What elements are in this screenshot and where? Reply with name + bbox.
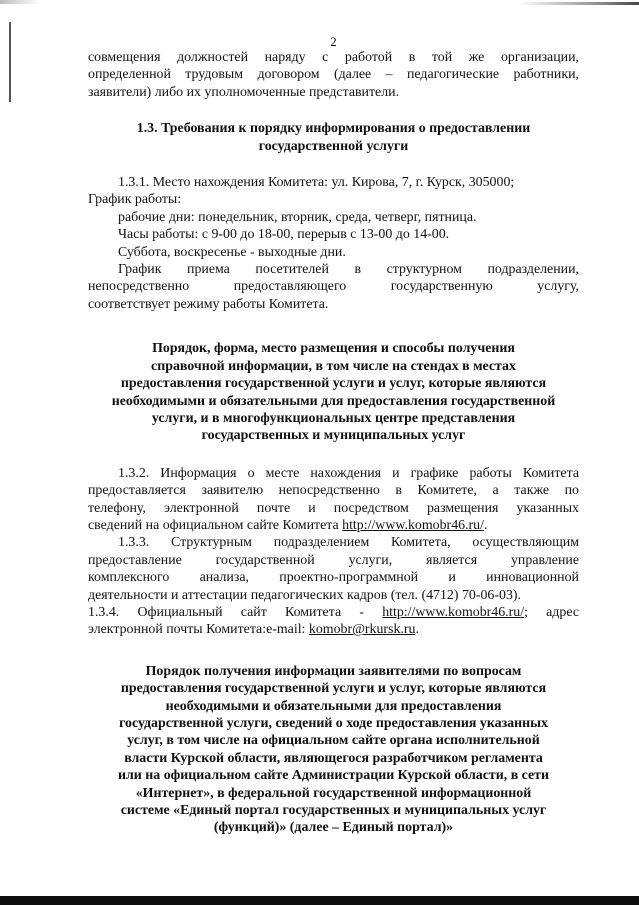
section-heading-reference-info xyxy=(88,340,579,444)
text-line: деятельности и аттестации педагогических кадров (тел. (4712) 70-06-03). xyxy=(88,587,521,603)
scan-artifact-bottom-bar xyxy=(0,896,639,905)
heading-line: услуг, в том числе на официальном сайте органа исполнительной xyxy=(127,733,540,749)
text-line: совмещения должностей наряду с работой в той же организации, xyxy=(88,50,579,65)
paragraph-1-3-3 xyxy=(88,534,579,604)
heading-line: Порядок, форма, место размещения и способы получения xyxy=(152,341,515,357)
heading-line: необходимыми и обязательными для предоставления xyxy=(165,698,502,714)
committee-website-link[interactable]: http://www.komobr46.ru/ xyxy=(342,517,484,533)
scan-artifact-left-mark xyxy=(9,22,11,102)
text-line: заявители) либо их уполномоченные представители. xyxy=(88,84,400,100)
heading-line: (функций)» (далее – Единый портал)» xyxy=(213,820,454,836)
text-line: предоставляется заявителю непосредственно в Комитете, а также по xyxy=(88,483,579,499)
text-line: предоставление государственной услуги, является управление xyxy=(88,552,579,568)
email-link[interactable]: komobr@rkursk.ru xyxy=(308,622,416,638)
heading-line: или на официальном сайте Администрации Курской области, в сети xyxy=(118,768,549,784)
section-heading-information-procedure xyxy=(88,663,579,837)
intro-paragraph xyxy=(88,49,579,101)
text-fragment: . xyxy=(483,517,488,533)
heading-line: власти Курской области, являющегося разработчиком регламента xyxy=(124,750,543,766)
text-line: 1.3.3. Структурным подразделением Комитета, осуществляющим xyxy=(118,535,579,551)
text-line: 1.3.1. Место нахождения Комитета: ул. Кирова, 7, г. Курск, 305000; xyxy=(118,175,515,191)
text-line: телефону, электронной почте и посредством размещения указанных xyxy=(88,500,579,516)
paragraph-1-3-1 xyxy=(88,174,579,313)
scan-artifact-top-left xyxy=(0,0,40,4)
text-line: 1.3.2. Информация о месте нахождения и графике работы Комитета xyxy=(118,465,579,481)
heading-line: «Интернет», в федеральной государственной информационной xyxy=(135,785,532,801)
text-fragment: сведений на официальном сайте Комитета xyxy=(88,517,343,533)
heading-line: государственной услуги xyxy=(258,138,409,154)
text-fragment: ; адрес xyxy=(524,604,579,620)
text-fragment: . xyxy=(415,622,419,638)
section-heading-1-3 xyxy=(88,120,579,155)
heading-line: предоставления государственной услуги и услуг, которые являются xyxy=(120,681,547,697)
text-line: соответствует режиму работы Комитета. xyxy=(88,296,329,312)
text-line xyxy=(88,604,579,621)
text-fragment: электронной почты Комитета:e-mail: xyxy=(88,622,309,638)
text-line: рабочие дни: понедельник, вторник, среда, четверг, пятница. xyxy=(118,209,477,225)
page-number: 2 xyxy=(330,34,337,49)
text-fragment: 1.3.4. Официальный сайт Комитета - xyxy=(88,604,383,620)
paragraph-1-3-4 xyxy=(88,604,579,639)
heading-line: государственной услуги, сведений о ходе предоставления указанных xyxy=(119,716,548,731)
heading-line: предоставления государственной услуги и услуг, которые являются xyxy=(120,376,547,392)
text-line xyxy=(88,621,579,638)
text-line: График приема посетителей в структурном подразделении, xyxy=(118,262,579,278)
paragraph-1-3-2 xyxy=(88,465,579,535)
heading-line: Порядок получения информации заявителями по вопросам xyxy=(145,663,522,679)
heading-line: государственных и муниципальных услуг xyxy=(201,428,466,444)
text-line: График работы: xyxy=(88,192,182,208)
heading-line: справочной информации, в том числе на стендах в местах xyxy=(151,358,516,374)
text-line: комплексного анализа, проектно-программной и инновационной xyxy=(88,570,579,586)
scan-artifact-top-right xyxy=(519,2,639,5)
text-line: определенной трудовым договором (далее – педагогические работники, xyxy=(88,67,579,83)
heading-line: 1.3. Требования к порядку информирования о предоставлении xyxy=(136,121,531,137)
text-line: Суббота, воскресенье - выходные дни. xyxy=(118,244,346,260)
heading-line: системе «Единый портал государственных и муниципальных услуг xyxy=(120,803,547,819)
document-page xyxy=(88,34,579,837)
text-line: непосредственно предоставляющего государственную услугу, xyxy=(88,279,579,295)
heading-line: услуги, и в многофункциональных центре представления xyxy=(151,410,516,426)
text-line: Часы работы: с 9-00 до 18-00, перерыв с 13-00 до 14-00. xyxy=(118,227,450,243)
text-line xyxy=(88,517,579,534)
heading-line: необходимыми и обязательными для предоставления государственной xyxy=(111,393,556,409)
official-site-link[interactable]: http://www.komobr46.ru/ xyxy=(382,604,525,620)
